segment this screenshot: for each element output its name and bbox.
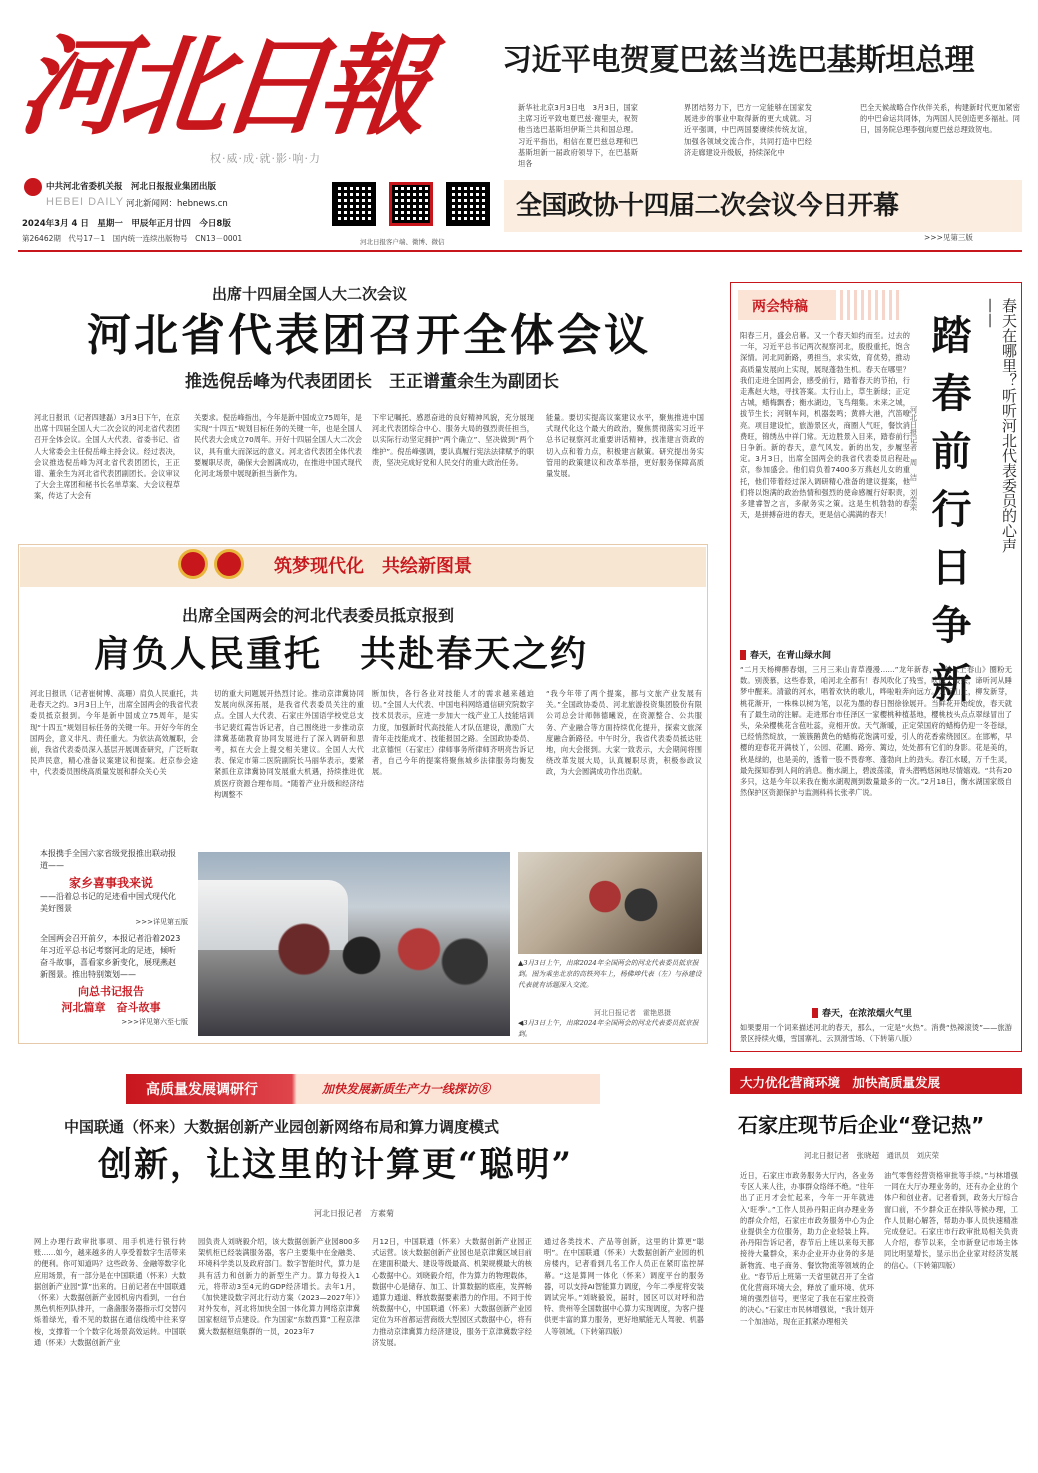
column-vertical-title[interactable]: 踏春前行日争新 — [925, 314, 972, 720]
lead-col2: 关要求。倪岳峰指出，今年是新中国成立75周年，是实现“十四五”规划目标任务的关键一年，也是全国人民代表大会成立70周年。开好十四届全国人大二次会议，具有重大而深远的意义。河北省代表团全体代表要履职尽责，确保大会圆满成功，在推进中国式现代化河北场景中展现新担当新作为。 — [194, 413, 362, 479]
photo-caption2: ◀3月3日上午，出席2024年全国两会的河北代表委员抵京报到。 — [518, 1019, 699, 1038]
feature-kicker: 出席全国两会的河北代表委员抵京报到 — [182, 606, 455, 625]
qr-code-weibo[interactable] — [389, 182, 433, 226]
feature-col1: 河北日报讯（记者崔树博、高珊）肩负人民重托，共赴春天之约。3月3日上午，出席全国两会的我省代表委员抵京报到。今年是新中国成立75周年，是实现“十四五”规划目标任务的关键一年。开好今年的全国两会，意义非凡、责任重大。为依法高效履职，会前，我省代表委员深入基层开展调查研究，广泛听取民声民意，精心准备议案建议和提案。赶京参会途中，代表委员围绕高质量发展和群众关心关 — [30, 689, 198, 777]
research-col1: 网上办理行政审批事项、用手机进行银行转账……如今，越来越多的人享受着数字生活带来的便利。你可知道吗？这些政务、金融等数字化应用场景，有一部分是在中国联通（怀来）大数据创新产业园“算”出来的。日前记者在中国联通（怀来）大数据创新产业园机房内看到，一台台黑色机柜列队排开，一盏盏服务器指示灯交替闪烁着绿光，看不见的数据在通信线缆中往来穿梭，支撑着一个个数字化场景高效运转。中国联通（怀来）大数据创新产业 — [34, 1237, 186, 1347]
sidebar-intro: 本报携手全国六家省级党报推出联动报道—— — [40, 849, 176, 870]
passenger-shape — [578, 872, 668, 954]
feature-col3: 断加快，各行各业对技能人才的需求越来越迫切。”全国人大代表、中国电科网络通信研究院数字技术员表示，应进一步加大一线产业工人技能培训力度，加强新时代高技能人才队伍建设，激励广大青年走技能成才、技能报国之路。全国政协委员、北京德恒（石家庄）律师事务所律师齐明亮告诉记者，自己今年的提案将聚焦城乡法律服务均衡发展。 — [372, 689, 534, 777]
column-subhead1-marker — [740, 650, 746, 660]
feature-col4: “我今年带了两个提案，都与文旅产业发展有关。”全国政协委员、河北旅游投资集团股份有限公司总会计师韩德曦说，在资源整合、公共服务、产业融合等方面持续优化提升，探索文旅深度融合新路径。中午时分，我省代表委员抵达驻地，向大会报到。大家一致表示，大会期间将围绕改革发展大局，认真履职尽责，积极参政议政，为大会圆满成功作出贡献。 — [546, 689, 702, 777]
qr-caption: 河北日报客户端、微博、微信 — [360, 238, 445, 246]
feature-banner: 筑梦现代化 共绘新图景 — [274, 556, 472, 577]
sidebar-ref1[interactable]: >>>详见第五版 — [135, 918, 188, 926]
column-para3: 如果要用一个词来描述河北的春天，那么，一定是“火热”。消费“热辣滚烫”——旅游景区持续火爆，雪国寨礼、云顶滑雪场、（下转第八版） — [740, 1023, 1012, 1044]
business-byline: 河北日报记者 张晓超 通讯员 刘庆荣 — [804, 1151, 939, 1160]
research-col3: 月12日，中国联通（怀来）大数据创新产业园正式运营。该大数据创新产业园也是京津冀区域目前在建面积最大、建设等级最高、机架规模最大的核心数据中心。刘晓毅介绍，作为算力的物理载体，数据中心是储存、加工、计算数据的底座，发挥畅通算力通道、释放数据要素潜力的作用。不同于传统数据中心，中国联通（怀来）大数据创新产业园定位为环首都运营商级大型园区式数据中心，将有力推动京津冀算力经济建设，服务于京津冀数字经济发展。 — [372, 1237, 532, 1347]
column-byline: 河北日报记者 周 洁 刘荣荣 — [909, 406, 918, 511]
photo-platform — [198, 852, 510, 1036]
sidebar-body: 全国两会召开前夕，本报记者沿着2023年习近平总书记考察河北的足迹，倾听奋斗故事，喜看家乡新变化，展现燕赵新图景。推出特别策划—— — [40, 934, 181, 979]
masthead-website[interactable]: 河北新闻网：hebnews.cn — [126, 199, 228, 209]
business-header-label: 大力优化营商环境 加快高质量发展 — [740, 1075, 941, 1090]
lead-subtitle: 推选倪岳峰为代表团团长 王正谱董余生为副团长 — [185, 372, 559, 392]
column-subhead1: 春天，在青山绿水间 — [750, 651, 832, 661]
cppcc-banner-ref[interactable]: >>>见第三版 — [924, 233, 973, 242]
column-tag-label: 两会特稿 — [752, 299, 808, 315]
masthead-english: HEBEI DAILY — [46, 196, 125, 208]
sidebar-ref2[interactable]: >>>详见第六至七版 — [121, 1018, 188, 1026]
column-vertical-sub: 春天在哪里？听听河北代表委员的心声—— — [982, 298, 1018, 553]
masthead-divider — [18, 250, 1022, 252]
cppcc-banner-title[interactable]: 全国政协十四届二次会议今日开幕 — [516, 191, 899, 221]
top-headline-title[interactable]: 习近平电贺夏巴兹当选巴基斯坦总理 — [502, 43, 974, 78]
masthead-slogan: 权·威·成·就·影·响·力 — [210, 152, 321, 165]
feature-col2: 切的重大问题展开热烈讨论。推动京津冀协同发展向纵深拓展，是我省代表委员关注的重点。全国人大代表、石家庄外国语学校党总支书记裴红霞告诉记者，自己围绕进一步推动京津冀基础教育协同发展进行了深入调研和思考，拟在大会上提交相关建议。全国人大代表、保定市第二医院副院长马丽华表示，要紧紧抓住京津冀协同发展重大机遇，持续推进优质医疗资源合理布局。“随着产业升级和经济结构调整不 — [214, 689, 364, 799]
qr-code-wechat[interactable] — [446, 182, 490, 226]
top-headline-col3: 巴全天候战略合作伙伴关系，构建新时代更加紧密的中巴命运共同体，为两国人民创造更多福祉。同日，国务院总理李强向夏巴兹总理致贺电。 — [860, 103, 1020, 135]
qr-code-app[interactable] — [332, 182, 376, 226]
photo-caption1: ▲3月3日上午，出席2024年全国两会的河北代表委员抵京报到。图为乘坐北京的高铁列车上，杨佛坤代表（左）与孙建设代表就有话题深入交流。 — [518, 959, 702, 989]
newspaper-logo: 河北日報 — [13, 24, 427, 150]
research-col4: 通过各类技术、产品等创新，这里的计算更“聪明”。在中国联通（怀来）大数据创新产业园的机房楼内，记者看到几名工作人员正在紧盯监控屏幕。“这是算网一体化（怀来）调度平台的服务器，可以支持AI智能算力调度，今年二季度将安装调试完毕。”刘晓毅说，届时，园区可以对呼和浩特、贵州等全国数据中心算力实现调度，为客户提供更丰富的算力服务，更好地赋能无人驾驶、机器人等领域。（下转第四版） — [544, 1237, 704, 1336]
research-byline: 河北日报记者 方素菊 — [314, 1209, 394, 1218]
sidebar-sub1: ——沿着总书记的足迹看中国式现代化美好图景 — [40, 892, 176, 913]
business-title[interactable]: 石家庄现节后企业“登记热” — [738, 1113, 985, 1137]
column-para1: 阳春三月，盛会启幕。又一个春天如约而至。过去的一年，习近平总书记两次视察河北，殷殷重托，饱含深情。河北同新路，勇担当，求实效，育优势，推动高质量发展向上实现，展现蓬勃生机。春天在哪里？我们走进全国两会，感受前行，踏着春天的节拍，行走燕赵大地，寻找答案。太行山上，草生新绿；正定古城，蜡梅飘香；衡水湖边，飞鸟翔集。未来之城，拔节生长；河钢车间，机器轰鸣；黄骅大港，汽笛嘹亮。项目建设忙，旅游景区火，商圈人气旺，餐饮消费旺，锦绣丛中祥门常。无边胜景入目来，踏春前行日争新。新的春天，意气风发。新的出发，步履坚定。3月3日，出席全国两会的我省代表委员启程赴京，参加盛会。他们肩负着7400多万燕赵儿女的重托，他们带着经过深入调研精心准备的建议提案，他们将以饱满的政治热情和强烈的使命感履行好职责，多建睿智之言，多献务实之策。这是生机勃勃的春天，是拼搏奋进的春天，更是信心满满的春天！ — [740, 331, 910, 520]
column-para2: “二月天杨柳醉春烟，三月三来山青草漫漫……”龙年新春，一首《上春山》圈粉无数。别羡慕，这些春景，咱河北全都有！春风吹化了残雪，吹绿了枝头，谛听河从睡梦中醒来。清澈的河水，唱着欢快的歌儿，哗啦啦奔向远方。太行山上，柳发新芽，桃花渐开，一株株以树为笔，以花为墨的春日图徐徐展开。当鲜花开始绽放，春天就有了最生动的注解。走进邢台市任泽区一家樱桃种植基地，樱桃枝头点点翠绿冒出了头，朵朵樱桃花含苞吐蕊，竞相开放。天气渐暖，正定荣国府的蜡梅仍迎一冬苍绿，已经悄然绽放，一簇簇鹅黄色的蜡梅花饱满可爱，引人的花香索绕园区。在邯郸，早樱的迎春花开满枝丫，公园、花圃、路旁、篱边，处处都有它们的身影。花是美的，秋是绿的，也是美的，透着一股不畏春寒、蓬勃向上的劲头。春江水暖，万千生灵，最先探知春到人间的消息。衡水湖上，碧波荡漾，青头潜鸭悠闲地尽情嬉戏。“共有20多只，这是今年以来我在衡水湖观测到数量最多的一次。”2月18日，衡水湖国家级自然保护区资源保护与监测科科长张孝广说。 — [740, 665, 1012, 798]
feature-title[interactable]: 肩负人民重托 共赴春天之约 — [94, 633, 589, 675]
research-col2: 园负责人刘晓毅介绍，该大数据创新产业园800多架机柜已经装满服务器，客户主要集中在金融类、环境科学类以及政府部门。数字智能时代，算力是具有活力和创新力的新型生产力。算力每投入1元，将带动3至4元的GDP经济增长。去年1月，《加快建设数字河北行动方案（2023—2027年）》对外发布，河北将加快全国一体化算力网络京津冀国家枢纽节点建设。作为国家“东数西算”工程京津冀大数据枢纽集群的一员，2023年7 — [198, 1237, 360, 1336]
sidebar-title2[interactable]: 向总书记报告 — [78, 985, 144, 998]
sidebar-title3[interactable]: 河北篇章 奋斗故事 — [61, 1001, 161, 1014]
lead-col1: 河北日报讯（记者四建磊）3月3日下午，在京出席十四届全国人大二次会议的河北省代表团召开全体会议。全国人大代表、省委书记、省人大常委会主任倪岳峰主持会议。经过表决，会议推选倪岳峰为河北省代表团团长，王正谱、董余生为河北省代表团副团长。会议审议了大会主席团和秘书长名单草案、大会议程草案，传达了大会有 — [34, 413, 180, 501]
top-headline-col1: 新华社北京3月3日电 3月3日，国家主席习近平致电夏巴兹·谢里夫，祝贺他当选巴基斯坦伊斯兰共和国总理。习近平指出，相信在夏巴兹总理和巴基斯坦新一届政府领导下，在巴基斯坦各 — [518, 103, 638, 169]
lead-col4: 能量。要切实提高议案建议水平，聚焦推进中国式现代化这个最大的政治，聚焦贯彻落实习近平总书记视察河北重要讲话精神，找准建言资政的切入点和着力点，积极建言献策。研究提出务实管用的政策建议和改革举措，更好服务保障高质量发展。 — [546, 413, 704, 479]
research-kicker: 中国联通（怀来）大数据创新产业园创新网络布局和算力调度模式 — [64, 1118, 500, 1136]
business-col2: 油气零售经营资格审批等手续。”与林增强一同在大厅办理业务的，还有办企业的个体户和创业者。记者看到，政务大厅综合窗口前，不少群众正在排队等候办理，工作人员耐心解答，帮助办事人员快速精准完成登记。石家庄市行政审批局相关负责人介绍，春节以来，全市新登记市场主体同比明显增长，显示出企业家对经济发展的信心。（下转第四版） — [884, 1171, 1018, 1270]
column-subhead2-marker — [812, 1008, 818, 1018]
lead-title[interactable]: 河北省代表团召开全体会议 — [87, 310, 651, 361]
party-emblem-icon — [178, 549, 208, 579]
research-banner-sub: 加快发展新质生产力一线探访⑧ — [322, 1082, 491, 1096]
hall-icon — [840, 290, 900, 320]
lead-col3: 下牢记嘱托、感恩奋进的良好精神风貌，充分展现河北代表团综合中心、服务大局的强烈责任担当，以实际行动坚定拥护“两个确立”、坚决做到“两个维护”。倪岳峰强调，要认真履行宪法法律赋予的职责，坚决完成好党和人民交付的重大政治任务。 — [372, 413, 534, 467]
emblem-icon — [24, 178, 42, 196]
feature-sidebar — [30, 848, 192, 1040]
lead-kicker: 出席十四届全国人大二次会议 — [212, 285, 408, 303]
column-tag[interactable] — [738, 290, 836, 320]
masthead-logo — [13, 24, 460, 156]
cppcc-emblem-icon — [214, 549, 244, 579]
crowd-shape — [258, 912, 488, 1036]
research-title[interactable]: 创新，让这里的计算更“聪明” — [98, 1145, 574, 1185]
column-subhead2: 春天，在浓浓烟火气里 — [822, 1009, 913, 1019]
research-banner-main: 高质量发展调研行 — [146, 1082, 258, 1098]
masthead-issue: 第26462期 代号17－1 国内统一连续出版物号 CN13－0001 — [22, 234, 243, 243]
sidebar-title1[interactable]: 家乡喜事我来说 — [68, 876, 153, 890]
masthead-date: 2024年3月 4 日 星期一 甲辰年正月廿四 今日8版 — [22, 219, 231, 229]
business-col1: 近日，石家庄市政务服务大厅内，各业务专区人来人往，办事群众络绎不绝。“往年出了正月才会忙起来，今年一开年就进入‘旺季’。”工作人员孙丹阳正向办理业务的群众介绍，石家庄市政务服务中心为企业提供全方位服务，助力企业轻装上阵。孙丹阳告诉记者，春节后上班以来每天都接待大量群众，来办企业开办业务的多是新物流、电子商务、餐饮物流等领域的企业。“春节后上班第一天省里就召开了全省优化营商环境大会，释放了重环境、优环境的强烈信号，更坚定了我在石家庄投资的决心。”石家庄市民林增强说，“我计划开一个加油站，现在正抓紧办理相关 — [740, 1171, 874, 1326]
top-headline-col2: 界团结努力下，巴方一定能够在国家发展进步的事业中取得新的更大成就。习近平强调，中巴两国要赓续传统友谊，加强各领域交流合作，共同打造中巴经济走廊建设升级版，持续深化中 — [684, 103, 812, 157]
photo-credit1: 河北日报记者 霍艳恩摄 — [594, 1009, 671, 1017]
masthead-org-line: 中共河北省委机关报 河北日报报业集团出版 — [46, 182, 217, 192]
photo-train-interior — [518, 852, 702, 954]
